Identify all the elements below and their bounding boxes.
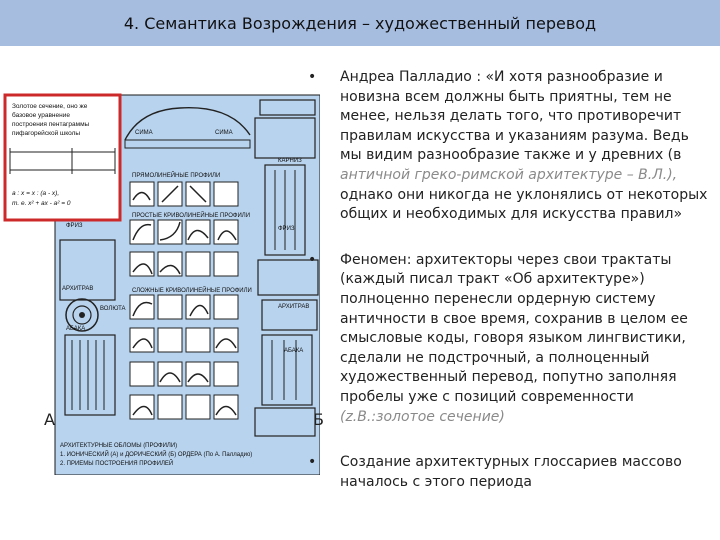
- bullet-text-line: (z.B.:золотое сечение): [340, 408, 505, 425]
- golden-section-line-2: базовое уравнение: [12, 112, 70, 119]
- bullet-text-line: Феномен: архитекторы через свои трактаты: [340, 251, 672, 268]
- bullet-text-line: Создание архитектурных глоссариев массово: [340, 454, 682, 471]
- label-profiles-straight: ПРЯМОЛИНЕЙНЫЕ ПРОФИЛИ: [132, 173, 221, 179]
- label-sima-right: СИМА: [215, 130, 233, 136]
- label-abaka-right: АБАКА: [284, 348, 304, 354]
- label-friz-left: ФРИЗ: [66, 223, 83, 229]
- bullet-text-line: началось с этого периода: [340, 473, 532, 490]
- label-profiles-complex: СЛОЖНЫЕ КРИВОЛИНЕЙНЫЕ ПРОФИЛИ: [132, 288, 252, 294]
- label-profiles-simple: ПРОСТЫЕ КРИВОЛИНЕЙНЫЕ ПРОФИЛИ: [132, 213, 251, 219]
- bullet-text-line: общих и необходимых для искусства правил»: [340, 206, 683, 223]
- order-letter-a: А: [44, 410, 55, 429]
- label-friz-right: ФРИЗ: [278, 226, 295, 232]
- bullet-glossaries: [308, 453, 716, 492]
- bullet-text-line: античности в свое время, сохранив в целом ее: [340, 310, 688, 327]
- bullet-marker: •: [308, 69, 317, 85]
- bullet-text-line: сделали не подстрочный, а полноценный: [340, 349, 650, 366]
- bullet-text-line: полноценно перенесли ордерную систему: [340, 290, 656, 307]
- golden-section-line-1: Золотое сечение, оно же: [12, 103, 88, 110]
- bullet-text-line: однако они никогда не уклонялись от некоторых: [340, 186, 708, 203]
- golden-section-line-3: построения пентаграммы: [12, 121, 90, 128]
- bullet-text-line: пробелы уже с позиций современности: [340, 388, 634, 405]
- bullet-text-line: менее, нельзя делать того, что противоречит: [340, 108, 682, 125]
- slide-title: 4. Семантика Возрождения – художественный перевод: [123, 13, 597, 33]
- label-volyuta: ВОЛЮТА: [100, 306, 126, 312]
- bullet-text-line: художественный перевод, попутно заполняя: [340, 369, 677, 386]
- label-arkhitrav-right: АРХИТРАВ: [278, 304, 310, 310]
- order-letter-b: Б: [313, 410, 324, 429]
- figure-caption-line-1: АРХИТЕКТУРНЫЕ ОБЛОМЫ (ПРОФИЛИ): [60, 443, 178, 449]
- bullet-phenomenon: [308, 251, 716, 427]
- formula-line-1: a : x = x : (a - x),: [12, 190, 60, 197]
- bullet-text-line: мы видим разнообразие также и у древних (в: [340, 147, 682, 164]
- bullet-text-line: античной греко-римской архитектуре – В.Л.),: [340, 166, 678, 183]
- label-arkhitrav-left: АРХИТРАВ: [62, 286, 94, 292]
- bullet-palladio: [308, 68, 716, 225]
- label-karniz: КАРНИЗ: [278, 158, 302, 164]
- bullet-list: [308, 68, 716, 492]
- golden-section-line-4: пифагорейской школы: [12, 130, 81, 137]
- label-abaka-left: АБАКА: [66, 326, 86, 332]
- bullet-text-line: Андреа Палладио : «И хотя разнообразие и: [340, 69, 663, 85]
- label-sima-left: СИМА: [135, 130, 153, 136]
- title-bar: [0, 0, 720, 46]
- bullet-text-line: новизна всем должны быть приятны, тем не: [340, 88, 672, 105]
- bullet-text-line: (каждый писал тракт «Об архитектуре»): [340, 271, 645, 288]
- formula-line-2: т. е. x² + ax - a² = 0: [12, 200, 71, 207]
- bullet-marker: •: [308, 454, 317, 471]
- figure-caption-line-3: 2. ПРИЕМЫ ПОСТРОЕНИЯ ПРОФИЛЕЙ: [60, 461, 174, 467]
- bullet-text-line: правилам искусства и указаниям разума. Ведь: [340, 127, 689, 144]
- bullet-marker: •: [308, 251, 317, 268]
- figure-caption-line-2: 1. ИОНИЧЕСКИЙ (А) и ДОРИЧЕСКИЙ (Б) ОРДЕРА (По А. Палладио): [60, 452, 253, 458]
- bullet-text-line: смысловые коды, говоря языком лингвистики,: [340, 330, 686, 347]
